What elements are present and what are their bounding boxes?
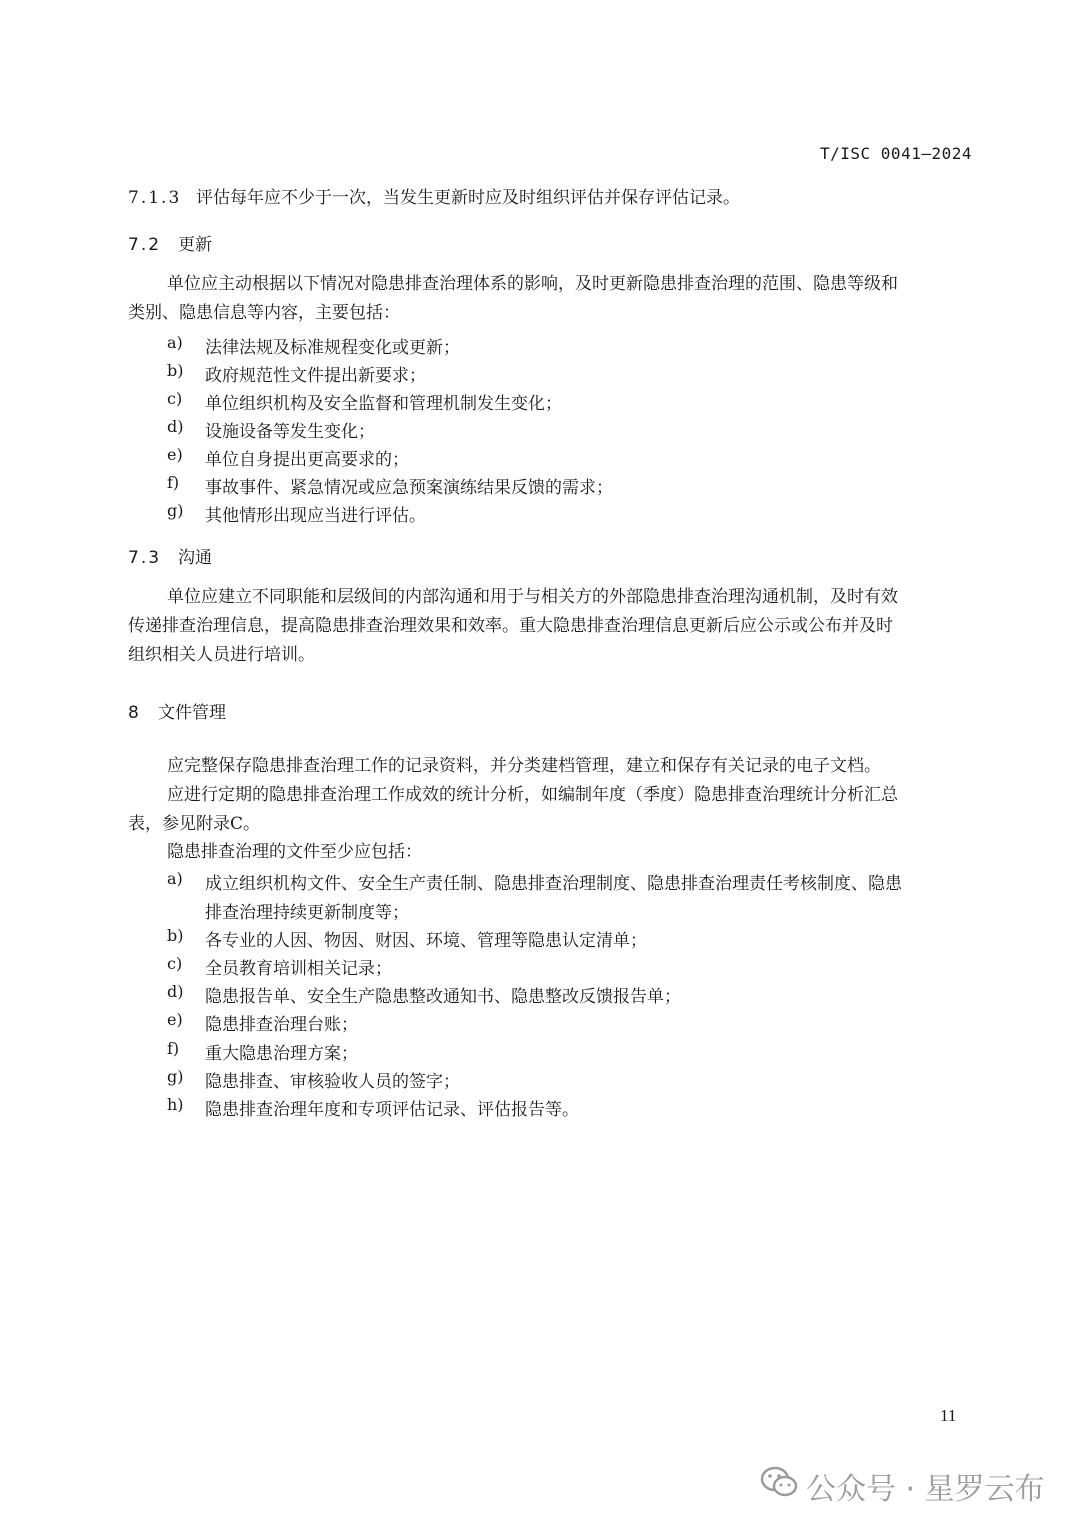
paragraph-line: 类别、隐患信息等内容，主要包括： [128, 303, 400, 323]
section-heading-7-3 [128, 543, 212, 568]
list-item-continuation: 排查治理持续更新制度等； [205, 903, 409, 923]
list-item: 设施设备等发生变化； [205, 422, 375, 442]
section-title: 更新 [178, 235, 212, 255]
paragraph-line: 表，参见附录C。 [128, 814, 261, 834]
paragraph-line: 单位应主动根据以下情况对隐患排查治理体系的影响，及时更新隐患排查治理的范围、隐患等级和 [167, 274, 898, 294]
section-number: 7.2 [128, 235, 162, 255]
paragraph-line: 组织相关人员进行培训。 [128, 645, 315, 665]
list-marker: e) [167, 445, 183, 464]
watermark-text: 公众号 · 星罗云布 [806, 1472, 1045, 1507]
list-marker: d) [167, 417, 184, 436]
list-marker: g) [167, 501, 184, 520]
section-number: 8 [128, 703, 139, 723]
clause-text: 评估每年应不少于一次，当发生更新时应及时组织评估并保存评估记录。 [196, 188, 740, 208]
list-item: 隐患排查治理台账； [205, 1015, 358, 1035]
list-marker: a) [167, 333, 183, 352]
wechat-icon [760, 1466, 798, 1506]
list-marker: e) [167, 1010, 183, 1029]
section-title: 沟通 [178, 548, 212, 568]
list-marker: g) [167, 1067, 184, 1086]
list-marker: b) [167, 926, 184, 945]
list-marker: c) [167, 954, 183, 973]
list-item: 政府规范性文件提出新要求； [205, 366, 426, 386]
list-item: 单位组织机构及安全监督和管理机制发生变化； [205, 394, 562, 414]
paragraph-line: 单位应建立不同职能和层级间的内部沟通和用于与相关方的外部隐患排查治理沟通机制，及时有效 [167, 587, 898, 607]
list-item: 事故事件、紧急情况或应急预案演练结果反馈的需求； [205, 478, 613, 498]
paragraph-line: 应进行定期的隐患排查治理工作成效的统计分析，如编制年度（季度）隐患排查治理统计分析汇总 [167, 785, 898, 805]
list-marker: b) [167, 361, 184, 380]
list-item: 各专业的人因、物因、财因、环境、管理等隐患认定清单； [205, 931, 647, 951]
list-item: 隐患报告单、安全生产隐患整改通知书、隐患整改反馈报告单； [205, 987, 681, 1007]
list-marker: c) [167, 389, 183, 408]
list-item: 成立组织机构文件、安全生产责任制、隐患排查治理制度、隐患排查治理责任考核制度、隐患 [205, 874, 902, 894]
section-title: 文件管理 [158, 703, 226, 723]
clause-number: 7.1.3 [128, 188, 182, 208]
clause-7-1-3 [128, 184, 740, 213]
list-marker: f) [167, 1039, 180, 1058]
section-number: 7.3 [128, 548, 162, 568]
page-number: 11 [940, 1406, 957, 1425]
paragraph-line: 隐患排查治理的文件至少应包括： [167, 842, 422, 862]
list-marker: h) [167, 1095, 184, 1114]
standard-code: T/ISC 0041—2024 [820, 144, 972, 163]
section-heading-7-2 [128, 230, 212, 255]
list-item: 重大隐患治理方案； [205, 1044, 358, 1064]
section-heading-8 [128, 698, 226, 723]
list-item: 法律法规及标准规程变化或更新； [205, 338, 460, 358]
list-marker: f) [167, 473, 180, 492]
list-marker: a) [167, 869, 183, 888]
paragraph-line: 传递排查治理信息，提高隐患排查治理效果和效率。重大隐患排查治理信息更新后应公示或公布并及时 [128, 616, 893, 636]
list-marker: d) [167, 982, 184, 1001]
paragraph-line: 应完整保存隐患排查治理工作的记录资料，并分类建档管理，建立和保存有关记录的电子文档。 [167, 756, 881, 776]
list-item: 单位自身提出更高要求的； [205, 450, 409, 470]
list-item: 隐患排查、审核验收人员的签字； [205, 1072, 460, 1092]
list-item: 其他情形出现应当进行评估。 [205, 506, 426, 526]
watermark [760, 1464, 1045, 1508]
list-item: 隐患排查治理年度和专项评估记录、评估报告等。 [205, 1100, 579, 1120]
list-item: 全员教育培训相关记录； [205, 959, 392, 979]
